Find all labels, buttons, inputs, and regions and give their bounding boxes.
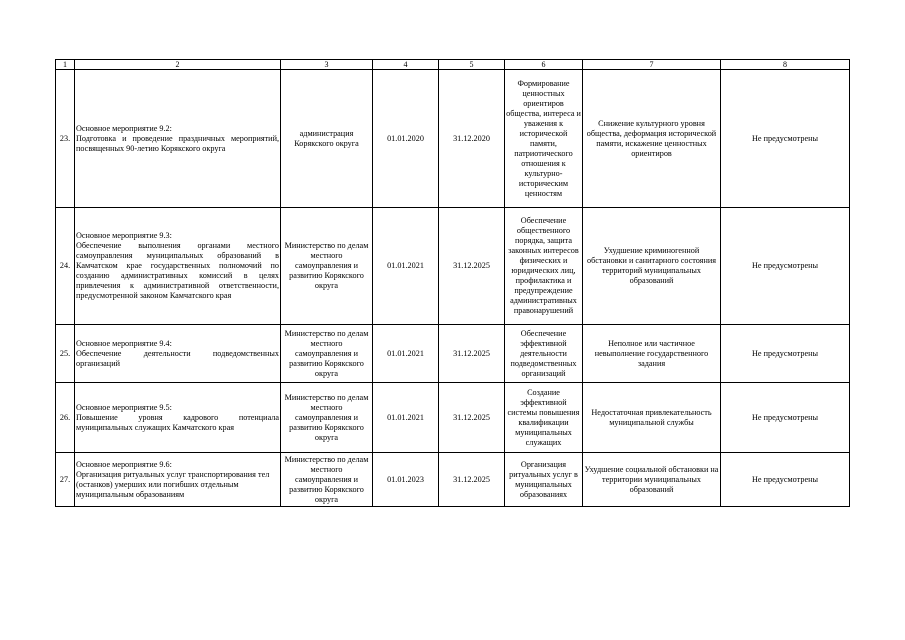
end-date: 31.12.2025: [439, 325, 505, 383]
expected-result: Обеспечение общественного порядка, защита законных интересов физических и юридических лиц, профилактика и предупреждение административных правонарушений: [505, 208, 583, 325]
measures-table: [55, 59, 850, 507]
relation-to-indicators: Не предусмотрены: [721, 383, 850, 453]
executor: Министерство по делам местного самоуправления и развитию Корякского округа: [281, 383, 373, 453]
measure-description: Организация ритуальных услуг транспортирования тел (останков) умерших или погибших отдельным муниципальным образованиям: [76, 469, 270, 499]
start-date: 01.01.2021: [373, 383, 439, 453]
header-cell-2: 2: [75, 60, 281, 70]
executor: Министерство по делам местного самоуправления и развитию Корякского округа: [281, 208, 373, 325]
relation-to-indicators: Не предусмотрены: [721, 70, 850, 208]
measure-name: [75, 70, 281, 208]
end-date: 31.12.2025: [439, 208, 505, 325]
measure-description: Обеспечение выполнения органами местного самоуправления муниципальных образований в Камчатском крае государственных полномочий по созданию административных комиссий в целях привлечения к административной ответственности, предусмотренной законом Камчатского края: [76, 241, 279, 300]
row-number: 26.: [56, 383, 75, 453]
non-implementation-consequences: Недостаточная привлекательность муниципальной службы: [583, 383, 721, 453]
measure-name: [75, 383, 281, 453]
row-number: 25.: [56, 325, 75, 383]
measure-title: Основное мероприятие 9.6:: [76, 459, 172, 469]
header-cell-8: 8: [721, 60, 850, 70]
header-cell-5: 5: [439, 60, 505, 70]
non-implementation-consequences: Ухудшение социальной обстановки на территории муниципальных образований: [583, 453, 721, 507]
executor: Министерство по делам местного самоуправления и развитию Корякского округа: [281, 453, 373, 507]
header-cell-4: 4: [373, 60, 439, 70]
header-cell-3: 3: [281, 60, 373, 70]
table-row: [56, 453, 850, 507]
measure-name: [75, 325, 281, 383]
end-date: 31.12.2025: [439, 383, 505, 453]
row-number: 24.: [56, 208, 75, 325]
measure-description: Обеспечение деятельности подведомственных организаций: [76, 348, 279, 368]
expected-result: Формирование ценностных ориентиров общества, интереса и уважения к исторической памяти, патриотического отношения к культурно-историческим ценностям: [505, 70, 583, 208]
table-row: [56, 208, 850, 325]
measure-title: Основное мероприятие 9.5:: [76, 402, 172, 412]
expected-result: Обеспечение эффективной деятельности подведомственных организаций: [505, 325, 583, 383]
header-cell-6: 6: [505, 60, 583, 70]
row-number: 23.: [56, 70, 75, 208]
row-number: 27.: [56, 453, 75, 507]
expected-result: Создание эффективной системы повышения квалификации муниципальных служащих: [505, 383, 583, 453]
relation-to-indicators: Не предусмотрены: [721, 325, 850, 383]
start-date: 01.01.2020: [373, 70, 439, 208]
relation-to-indicators: Не предусмотрены: [721, 208, 850, 325]
table-row: [56, 325, 850, 383]
measure-name: [75, 453, 281, 507]
measure-description: Повышение уровня кадрового потенциала муниципальных служащих Камчатского края: [76, 412, 279, 432]
start-date: 01.01.2021: [373, 325, 439, 383]
table-row: [56, 70, 850, 208]
start-date: 01.01.2021: [373, 208, 439, 325]
measure-name: [75, 208, 281, 325]
start-date: 01.01.2023: [373, 453, 439, 507]
end-date: 31.12.2025: [439, 453, 505, 507]
end-date: 31.12.2020: [439, 70, 505, 208]
header-cell-7: 7: [583, 60, 721, 70]
executor: администрация Корякского округа: [281, 70, 373, 208]
non-implementation-consequences: Неполное или частичное невыполнение государственного задания: [583, 325, 721, 383]
expected-result: Организация ритуальных услуг в муниципальных образованиях: [505, 453, 583, 507]
measure-title: Основное мероприятие 9.3:: [76, 231, 172, 240]
measure-title: Основное мероприятие 9.2:: [76, 123, 172, 133]
measure-description: Подготовка и проведение праздничных мероприятий, посвященных 90-летию Корякского округа: [76, 133, 279, 153]
header-cell-1: 1: [56, 60, 75, 70]
header-row: [56, 60, 850, 70]
measure-title: Основное мероприятие 9.4:: [76, 338, 172, 348]
executor: Министерство по делам местного самоуправления и развитию Корякского округа: [281, 325, 373, 383]
table-row: [56, 383, 850, 453]
relation-to-indicators: Не предусмотрены: [721, 453, 850, 507]
non-implementation-consequences: Ухудшение криминогенной обстановки и санитарного состояния территорий муниципальных образований: [583, 208, 721, 325]
non-implementation-consequences: Снижение культурного уровня общества, деформация исторической памяти, искажение ценностных ориентиров: [583, 70, 721, 208]
